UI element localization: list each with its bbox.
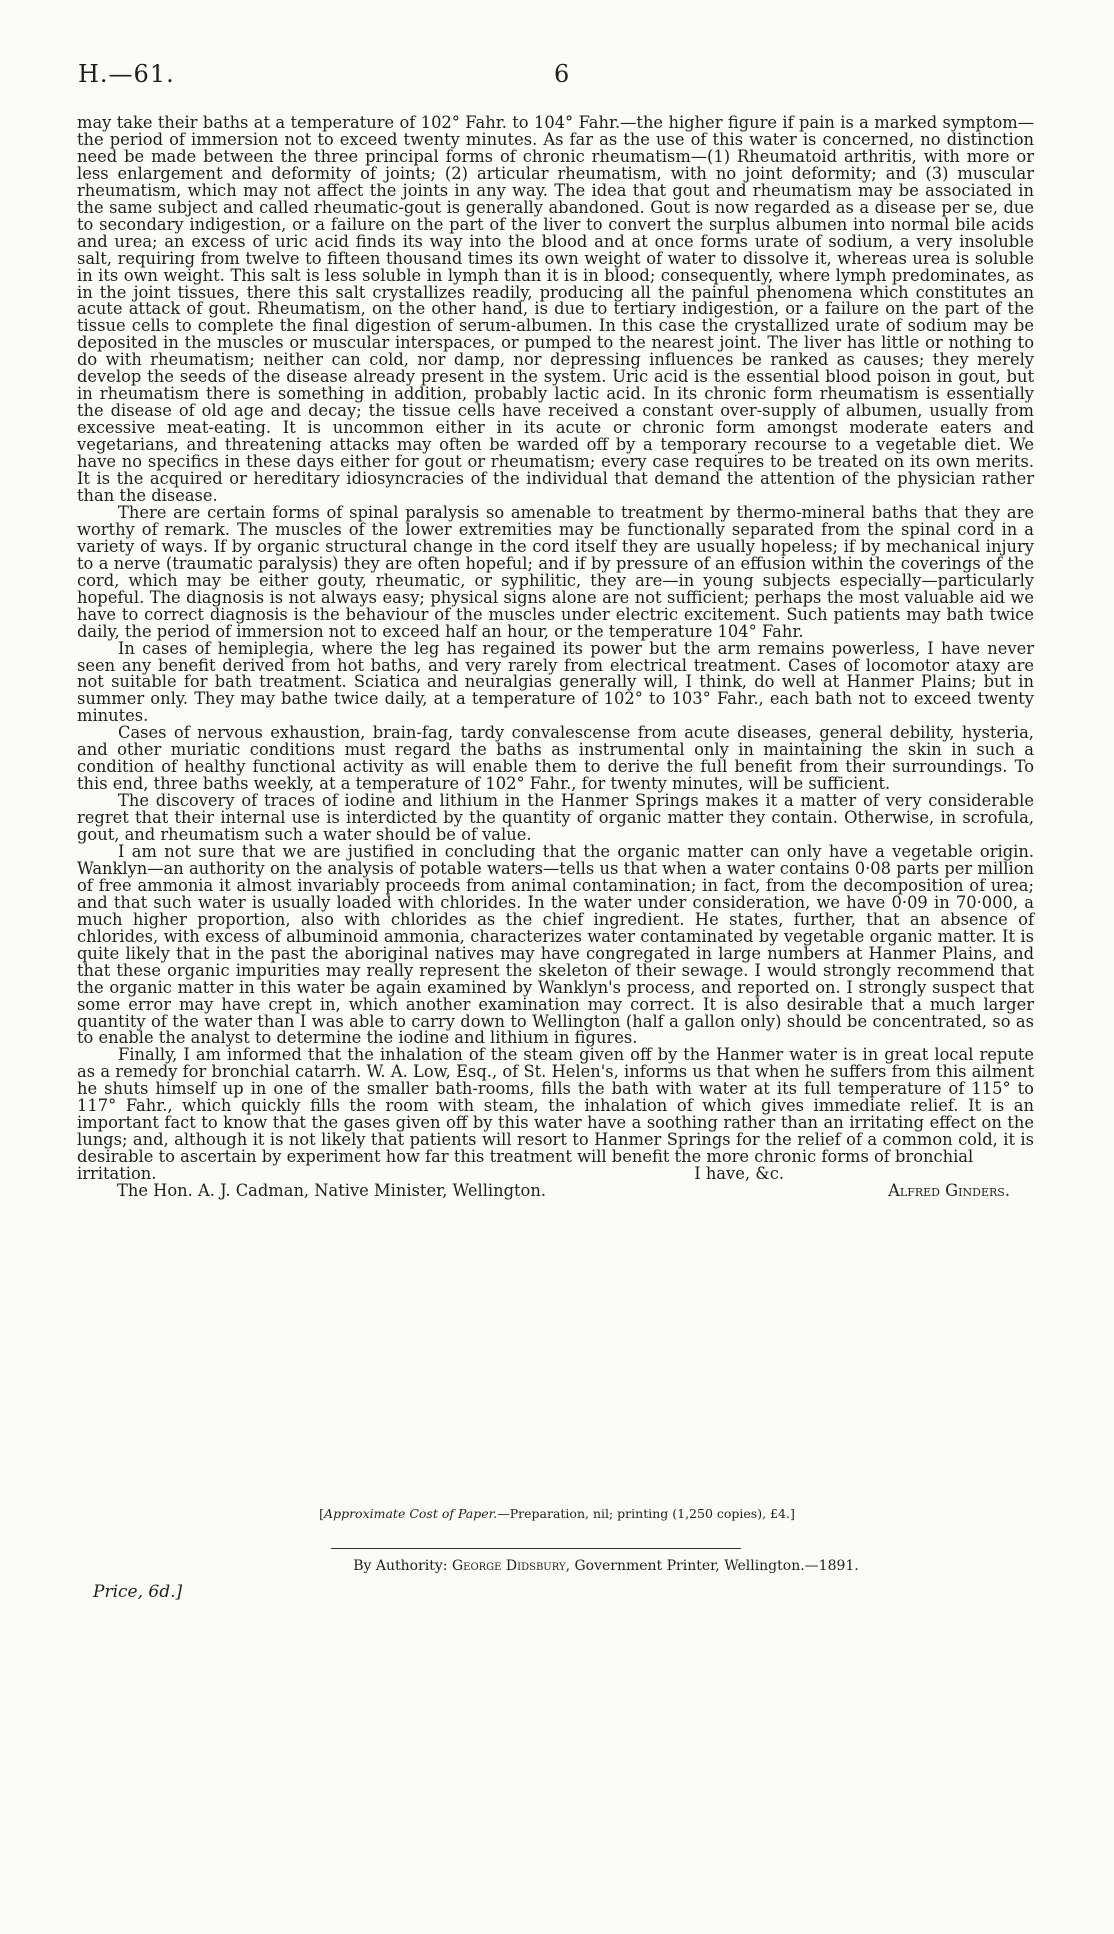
paragraph-nervous-exhaustion: Cases of nervous exhaustion, brain-fag, tardy convalescense from acute diseases, general debility, hysteria, and other muriatic conditions must regard the baths as instrumental only in maintaining the skin in such a condition of healthy functional activity as will enable them to derive the full benefit from their surroundings. To this end, three baths weekly, at a temperature of 102° Fahr., for twenty minutes, will be sufficient. bbox=[77, 723, 1034, 794]
page-number: 6 bbox=[554, 60, 570, 88]
paper-reference: H.—61. bbox=[78, 60, 175, 88]
page-header bbox=[78, 60, 1054, 100]
signature: Alfred Ginders. bbox=[888, 1181, 1010, 1201]
cost-note: [Approximate Cost of Paper.—Preparation, nil; printing (1,250 copies), £4.] bbox=[319, 1506, 795, 1521]
addressee: The Hon. A. J. Cadman, Native Minister, Wellington. bbox=[117, 1181, 547, 1201]
printer-name: George Didsbury bbox=[451, 1558, 566, 1574]
authority-prefix: By Authority: bbox=[353, 1558, 452, 1574]
paragraph-organic-matter: I am not sure that we are justified in concluding that the organic matter can only have a vegetable origin. Wanklyn—an authority on the analysis of potable waters—tells us that when a water contains 0·08 parts per million of free ammonia it almost invariably proceeds from animal contamination; in fact, from the decomposition of urea; and that such water is usually loaded with chlorides. In the water under consideration, we have 0·09 in 70·000, a much higher proportion, also with chlorides as the chief ingredient. He states, further, that an absence of chlorides, with excess of albuminoid ammonia, characterizes water contaminated by vegetable organic matter. It is quite likely that in the past the aboriginal natives may have congregated in large numbers at Hanmer Plains, and that these organic impurities may really represent the skeleton of their sewage. I would strongly recommend that the organic matter in this water be again examined by Wanklyn's process, and reported on. I strongly suspect that some error may have crept in, which another examination may correct. It is also desirable that a much larger quantity of the water than I was able to carry down to Wellington (half a gallon only) should be concentrated, so as to enable the analyst to determine the iodine and lithium in figures. bbox=[77, 841, 1034, 1048]
price: Price, 6d. bbox=[93, 1582, 176, 1602]
paragraph-inhalation: Finally, I am informed that the inhalation of the steam given off by the Hanmer water is in great local repute as a remedy for bronchial catarrh. W. A. Low, Esq., of St. Helen's, informs us that when he suffers from this ailment he shuts himself up in one of the smaller bath-rooms, fills the bath with water at its full temperature of 115° to 117° Fahr., which quickly fills the room with steam, the inhalation of which gives immediate relief. It is an important fact to know that the gases given off by this water have a soothing rather than an irritating effect on the lungs; and, although it is not likely that patients will resort to Hanmer Springs for the relief of a common cold, it is desirable to ascertain by experiment how far this treatment will benefit the more chronic forms of bronchial bbox=[77, 1045, 1034, 1167]
report-body bbox=[77, 115, 1034, 1200]
cost-label: Approximate Cost of Paper. bbox=[324, 1506, 498, 1521]
paragraph-rheumatism: may take their baths at a temperature of 102° Fahr. to 104° Fahr.—the higher figure if pain is a marked symptom—the period of immersion not to exceed twenty minutes. As far as the use of this water is concerned, no distinction need be made between the three principal forms of chronic rheumatism—(1) Rheumatoid arthritis, with more or less enlargement and deformity of joints; (2) articular rheumatism, with no joint deformity; and (3) muscular rheumatism, which may not affect the joints in any way. The idea that gout and rheumatism may be associated in the same subject and called rheumatic-gout is generally abandoned. Gout is now regarded as a disease per se, due to secondary indigestion, or a failure on the part of the liver to convert the surplus albumen into normal bile acids and urea; an excess of uric acid finds its way into the blood and at once forms urate of sodium, a very insoluble salt, requiring from twelve to fifteen thousand times its own weight of water to dissolve it, whereas urea is soluble in its own weight. This salt is less soluble in lymph than it is in blood; consequently, where lymph predominates, as in the joint tissues, there this salt crystallizes readily, producing all the painful phenomena which constitutes an acute attack of gout. Rheumatism, on the other hand, is due to tertiary indigestion, or a failure on the part of the tissue cells to complete the final digestion of serum-albumen. In this case the crystallized urate of sodium may be deposited in the muscles or muscular interspaces, or pumped to the nearest joint. The liver has little or nothing to do with rheumatism; neither can cold, nor damp, nor depressing influences be ranked as causes; they merely develop the seeds of the disease already present in the system. Uric acid is the essential blood poison in gout, but in rheumatism there is something in addition, probably lactic acid. In its chronic form rheumatism is essentially the disease of old age and decay; the tissue cells have received a constant over-supply of albumen, usually from excessive meat-eating. It is uncommon either in its acute or chronic form amongst moderate eaters and vegetarians, and threatening attacks may often be warded off by a temporary recourse to a vegetable diet. We have no specifics in these days either for gout or rheumatism; every case requires to be treated on its own merits. It is the acquired or hereditary idiosyncracies of the individual that demand the attention of the physician rather than the disease. bbox=[77, 113, 1034, 505]
salutation: I have, &c. bbox=[694, 1164, 784, 1184]
paragraph-hemiplegia: In cases of hemiplegia, where the leg has regained its power but the arm remains powerless, I have never seen any benefit derived from hot baths, and very rarely from electrical treatment. Cases of locomotor ataxy are not suitable for bath treatment. Sciatica and neuralgias generally will, I think, do well at Hanmer Plains; but in summer only. They may bathe twice daily, at a temperature of 102° to 103° Fahr., each bath not to exceed twenty minutes. bbox=[77, 638, 1034, 726]
closing-word: irritation. bbox=[77, 1164, 157, 1184]
paragraph-iodine-lithium: The discovery of traces of iodine and lithium in the Hanmer Springs makes it a matter of very considerable regret that their internal use is interdicted by the quantity of organic matter they contain. Otherwise, in scrofula, gout, and rheumatism such a water should be of value. bbox=[77, 791, 1034, 845]
price-note: Price, 6d.] bbox=[93, 1582, 183, 1602]
paragraph-spinal-paralysis: There are certain forms of spinal paralysis so amenable to treatment by thermo-mineral baths that they are worthy of remark. The muscles of the lower extremities may be functionally separated from the spinal cord in a variety of ways. If by organic structural change in the cord itself they are usually hopeless; if by mechanical injury to a nerve (traumatic paralysis) they are often hopeful; and if by pressure of an effusion within the coverings of the cord, which may be either gouty, rheumatic, or syphilitic, they are—in young subjects especially—particularly hopeful. The diagnosis is not always easy; physical signs alone are not sufficient; perhaps the most valuable aid we have to correct diagnosis is the behaviour of the muscles under electric excitement. Such patients may bath twice daily, the period of immersion not to exceed half an hour, or the temperature 104° Fahr. bbox=[77, 502, 1034, 641]
divider-rule bbox=[331, 1548, 741, 1549]
authority-suffix: , Government Printer, Wellington.—1891. bbox=[565, 1558, 859, 1574]
authority-imprint bbox=[0, 1558, 1114, 1574]
cost-detail: —Preparation, nil; printing (1,250 copies), £4. bbox=[497, 1506, 790, 1521]
addressee-line bbox=[77, 1183, 1034, 1200]
